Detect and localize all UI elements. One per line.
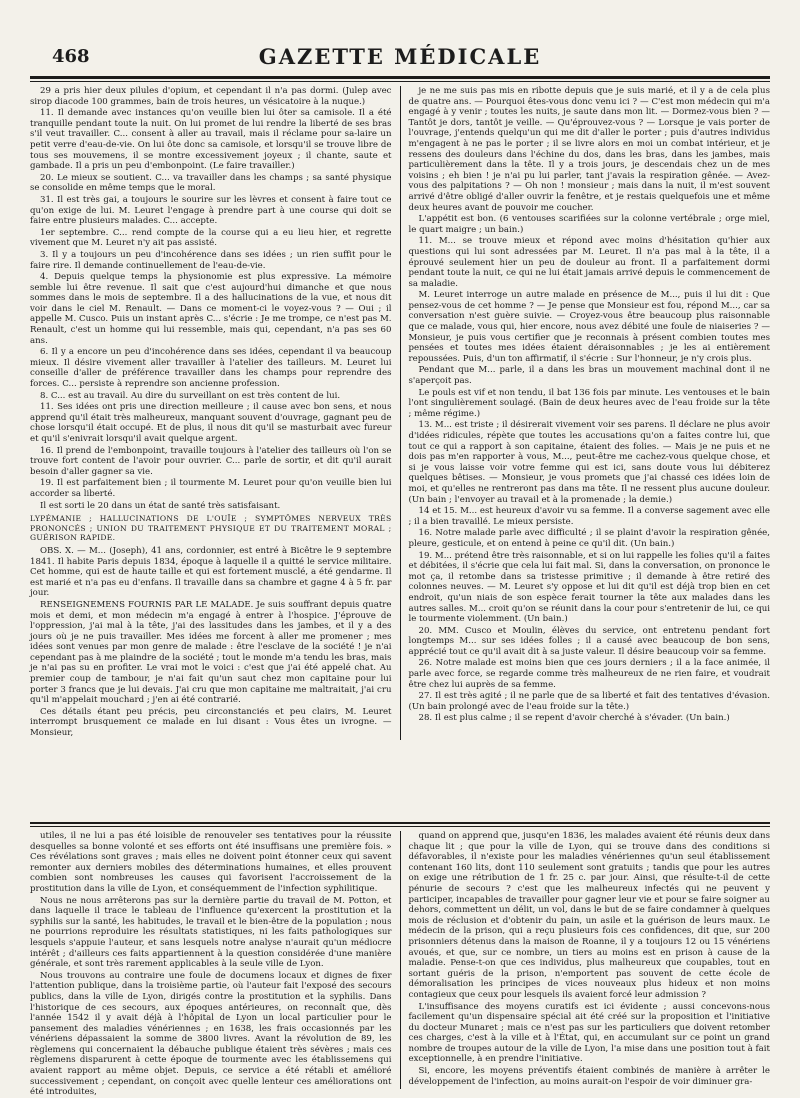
paragraph: Il est sorti le 20 dans un état de santé très satisfaisant. (40, 500, 281, 511)
paragraph: 20. Le mieux se soutient. C... va travailler dans les champs ; sa santé physique se consolide en même temps que le moral. (30, 172, 392, 194)
paragraph: 8. C... est au travail. Au dire du surveillant on est très content de lui. (40, 390, 341, 401)
paragraph: 19. M... prétend être très raisonnable, et si on lui rappelle les folies qu'il a faites et débitées, il s'écrie que cela lui fait mal. Si, dans la conversation, on prononce le mot ça, il retombe dans sa tristesse primitive ; il demande à être retiré des colonnes neuves. — M. Leuret s'y oppose et lui dit qu'il est déjà trop bien en cet endroit, qu'un niais de son espèce ferait tourner la tête aux malades dans les autres salles. M... croit qu'on se réunit dans la cour pour s'entretenir de lui, ce qui le tourmente violemment. (Un bain.) (408, 550, 770, 625)
paragraph: utiles, il ne lui a pas été loisible de renouveler ses tentatives pour la réussite desquelles sa bonne volonté et ses efforts ont été insuffisans une première fois. » Ces révélations sont graves ; mais elles ne doivent point étonner ceux qui savent remonter aux derniers mobiles des déterminations humaines, et elles prouvent combien sont nombreuses les causes qui favorisent l'accroissement de la prostitution dans la ville de Lyon, et conséquemment de l'infection syphilitique. (30, 831, 392, 894)
lower-section (30, 831, 770, 1098)
paragraph: 20. MM. Cusco et Moulin, élèves du service, ont entretenu pendant fort longtemps M... sur ses idées folles ; il a causé avec beaucoup de bon sens, apprécié tout ce qu'il avait dit à sa juste valeur. Il désire beaucoup voir sa femme. (408, 625, 770, 657)
paragraph: M. Leuret interroge un autre malade en présence de M..., puis il lui dit : Que pensez-vous de cet homme ? — Je pense que Monsieur est fou, répond M..., car sa conversation n'est guère suivie. — Croyez-vous être beaucoup plus raisonnable que ce malade, vous qui, hier encore, nous avez débité une foule de niaiseries ? — Monsieur, je puis vous certifier que je reconnais à présent combien toutes mes pensées et toutes mes idées étaient déraisonnables ; je les ai entièrement repoussées. Puis, d'un ton affirmatif, il s'écrie : Sur l'honneur, je n'y crois plus. (408, 290, 770, 364)
paragraph: Nous ne nous arrêterons pas sur la dernière partie du travail de M. Potton, et dans laquelle il trace le tableau de l'influence qu'exercent la prostitution et la syphilis sur la santé, les habitudes, le travail et le bien-être de la population ; nous ne pourrions reproduire les résultats statistiques, ni les faits pathologiques sur lesquels s'appuie l'auteur, et sans lesquels notre analyse n'aurait qu'un médiocre intérêt ; d'ailleurs ces faits appartiennent à la question considérée d'une manière générale, et sont très rarement applicables à la seule ville de Lyon. (30, 895, 392, 970)
paragraph: Ces détails étant peu précis, peu circonstanciés et peu clairs, M. Leuret interrompt brusquement ce malade en lui disant : Vous êtes un ivrogne. — Monsieur, (30, 706, 392, 739)
journal-title: GAZETTE MÉDICALE (258, 44, 542, 69)
paragraph: 31. Il est très gai, a toujours le sourire sur les lèvres et consent à faire tout ce qu'on exige de lui. M. Leuret l'engage à prendre part à une course qui doit se faire entre plusieurs malades. C... accepte. (30, 194, 392, 227)
page-number: 468 (52, 46, 90, 67)
paragraph: L'appétit est bon. (6 ventouses scarifiées sur la colonne vertébrale ; orge miel, le quart maigre ; un bain.) (408, 214, 770, 235)
masthead (30, 38, 770, 72)
paragraph: Si, encore, les moyens préventifs étaient combinés de manière à arrêter le développement de l'infection, au moins aurait-on l'espoir de voir diminuer gra- (408, 1066, 770, 1087)
upper-left-column (30, 86, 401, 740)
paragraph: je ne me suis pas mis en ribotte depuis que je suis marié, et il y a de cela plus de quatre ans. — Pourquoi êtes-vous donc venu ici ? — C'est mon médecin qui m'a engagé à y venir ; toutes les nuits, je saute dans mon lit. — Dormez-vous bien ? — Tantôt je dors, tantôt je veille. — Qu'éprouvez-vous ? — Lorsque je vais porter de l'ouvrage, j'entends quelqu'un qui me dit d'aller le porter ; puis d'autres individus m'engagent à ne pas le porter ; il se livre alors en moi un combat intérieur, et je ressens des douleurs dans l'échine du dos, dans les bras, dans les jambes, mais particulièrement dans la tête. Il y a trois jours, je descendais chez un de mes voisins ; eh bien ! je n'ai pu lui parler, tant j'avais la respiration gênée. — Avez-vous des palpitations ? — Oh non ! monsieur ; mais dans la nuit, il m'est souvent arrivé d'être obligé d'aller ouvrir la fenêtre, et je restais quelquefois une et même deux heures avant de pouvoir me coucher. (408, 86, 770, 213)
paragraph: 28. Il est plus calme ; il se repent d'avoir cherché à s'évader. (Un bain.) (418, 713, 730, 724)
section-divider-thin (30, 826, 770, 827)
paragraph: 11. M... se trouve mieux et répond avec moins d'hésitation qu'hier aux questions qui lui sont adressées par M. Leuret. Il n'a pas mal à la tête, il a éprouvé seulement hier un peu de douleur au front. Il a parfaitement dormi pendant toute la nuit, ce qui ne lui était jamais arrivé depuis le commencement de sa maladie. (408, 236, 770, 289)
paragraph: L'insuffisance des moyens curatifs est ici évidente ; aussi concevons-nous facilement qu'un dispensaire spécial ait été créé sur la proposition et l'initiative du docteur Munaret ; mais ce n'est pas sur les particuliers que doivent retomber ces charges, c'est à la ville et à l'État, qui, en accumulant sur ce point un grand nombre de troupes autour de la ville de Lyon, l'a mise dans une position tout à fait exceptionnelle, à en prendre l'initiative. (408, 1001, 770, 1065)
paragraph: 13. M... est triste ; il désirerait vivement voir ses parens. Il déclare ne plus avoir d'idées ridicules, répète que toutes les accusations qu'on a faites contre lui, que tout ce qui a rapport à son capitaine, étaient des folies. — Mais je ne puis et ne dois pas m'en rapporter à vous, M..., peut-être me cachez-vous quelque chose, et si je vous laisse voir votre femme qui est ici, sans doute vous lui débiterez quelques bêtises. — Monsieur, je vous promets que j'ai chassé ces idées loin de moi, et qu'elles ne rentreront pas dans ma tête. Il ne ressent plus aucune douleur. (Un bain ; l'envoyer au travail et à la promenade ; la demie.) (408, 420, 770, 505)
paragraph: 1er septembre. C... rend compte de la course qui a eu lieu hier, et regrette vivement que M. Leuret n'y ait pas assisté. (30, 227, 392, 249)
paragraph: 4. Depuis quelque temps la physionomie est plus expressive. La mémoire semble lui être revenue. Il sait que c'est aujourd'hui dimanche et que nous sommes dans le mois de septembre. Il a des hallucinations de la vue, et nous dit voir dans le ciel M. Renault. — Dans ce moment-ci le voyez-vous ? — Oui ; il appelle M. Cusco. Puis un instant après C... s'écrie : Je me trompe, ce n'est pas M. Renault, c'est un homme qui lui ressemble, mais qui, cependant, n'a pas ses 60 ans. (30, 272, 392, 346)
paragraph: 19. Il est parfaitement bien ; il tourmente M. Leuret pour qu'on veuille bien lui accorder sa liberté. (30, 478, 392, 499)
paragraph: 26. Notre malade est moins bien que ces jours derniers ; il a la face animée, il parle avec force, se regarde comme très malheureux de ne rien faire, et voudrait être chez lui auprès de sa femme. (408, 658, 770, 690)
paragraph: 16. Il prend de l'embonpoint, travaille toujours à l'atelier des tailleurs où l'on se trouve fort content de l'avoir pour ouvrier. C... parle de sortir, et dit qu'il aurait besoin d'aller gagner sa vie. (30, 445, 392, 477)
newspaper-page (30, 38, 770, 1098)
paragraph: RENSEIGNEMENS FOURNIS PAR LE MALADE. Je suis souffrant depuis quatre mois et demi, et mon médecin m'a engagé à entrer à l'hospice. J'éprouve de l'oppression, j'ai mal à la tête, j'ai des lassitudes dans les jambes, et il y a des jours où je ne puis travailler. Mes idées me forcent à aller me promener ; mes idées sont venues par mon genre de malade : être l'esclave de la société ! je n'ai cependant pas à me plaindre de la société ; tout le monde m'a tendu les bras, mais je n'ai pas su en profiter. Le vrai mot le voici : c'est que j'ai été appelé chat. Au premier coup de tambour, je n'ai fait qu'un saut chez mon capitaine pour lui porter 3 francs que je lui devais. J'ai cru que mon capitaine me maltraitait, j'ai cru qu'il m'appelait mouchard ; j'en ai été contrarié. (30, 599, 392, 706)
paragraph: Nous trouvons au contraire une foule de documens locaux et dignes de fixer l'attention publique, dans la troisième partie, où l'auteur fait l'exposé des secours publics, dans la ville de Lyon, dirigés contre la prostitution et la syphilis. Dans l'historique de ces secours, aux époques antérieures, on reconnaît que, dès l'année 1542 il y avait déjà à l'hôpital de Lyon un local particulier pour le pansement des maladies vénériennes ; en 1638, les frais occasionnés par les vénériens dépassaient la somme de 3800 livres. Avant la révolution de 89, les règlemens qui concernaient la débauche publique étaient très sévères ; mais ces règlemens disparurent à cette époque de tourmente avec les établissemens qui avaient rapport au même objet. Depuis, ce service a été rétabli et amélioré successivement ; cependant, on conçoit avec quelle lenteur ces améliorations ont été introduites, (30, 970, 392, 1098)
paragraph: 14 et 15. M... est heureux d'avoir vu sa femme. Il a converse sagement avec elle ; il a bien travaillé. Le mieux persiste. (408, 506, 770, 527)
upper-right-column (401, 86, 771, 740)
paragraph: 27. Il est très agité ; il ne parle que de sa liberté et fait des tentatives d'évasion. (Un bain prolongé avec de l'eau froide sur la tête.) (408, 691, 770, 712)
paragraph: 3. Il y a toujours un peu d'incohérence dans ses idées ; un rien suffit pour le faire rire. Il demande continuellement de l'eau-de-vie. (30, 249, 392, 271)
paragraph: Le pouls est vif et non tendu, il bat 136 fois par minute. Les ventouses et le bain l'ont singulièrement soulagé. (Bain de deux heures avec de l'eau froide sur la tête ; même régime.) (408, 387, 770, 419)
lower-left-column (30, 831, 401, 1098)
paragraph: Pendant que M... parle, il a dans les bras un mouvement machinal dont il ne s'aperçoit pas. (408, 365, 770, 387)
paragraph: 11. Ses idées ont pris une direction meilleure ; il cause avec bon sens, et nous apprend qu'il était très malheureux, manquant souvent d'ouvrage, gagnant peu de chose lorsqu'il était occupé. Et de plus, il nous dit qu'il se masturbait avec fureur et qu'il s'enivrait lorsqu'il avait quelque argent. (30, 402, 392, 444)
lower-right-column (401, 831, 771, 1089)
paragraph: 6. Il y a encore un peu d'incohérence dans ses idées, cependant il va beaucoup mieux. Il désire vivement aller travailler à l'atelier des tailleurs. M. Leuret lui conseille d'aller de préférence travailler dans les champs pour reprendre des forces. C... persiste à reprendre son ancienne profession. (30, 347, 392, 390)
paragraph: 29 a pris hier deux pilules d'opium, et cependant il n'a pas dormi. (Julep avec sirop diacode 100 grammes, bain de trois heures, un vésicatoire à la nuque.) (30, 86, 392, 107)
section-heading: LYPÉMANIE ; HALLUCINATIONS DE L'OUÏE ; SYMPTÔMES NERVEUX TRÈS PRONONCÉS ; UNION DU TRAITEMENT PHYSIQUE ET DU TRAITEMENT MORAL ; GUÉRISON RAPIDE. (30, 514, 392, 543)
paragraph: OBS. X. — M... (Joseph), 41 ans, cordonnier, est entré à Bicêtre le 9 septembre 1841. Il habite Paris depuis 1834, époque à laquelle il a quitté le service militaire. Cet homme, qui est de haute taille et qui est fortement musclé, a été gendarme. Il est marié et n'a pas eu d'enfans. Il travaille dans sa chambre et gagne 4 à 5 fr. par jour. (30, 545, 392, 599)
section-divider (30, 822, 770, 824)
header-rule-thin (30, 81, 770, 82)
header-rule (30, 76, 770, 79)
paragraph: quand on apprend que, jusqu'en 1836, les malades avaient été réunis deux dans chaque lit ; que pour la ville de Lyon, qui se trouve dans des conditions si défavorables, il n'existe pour les maladies vénériennes qu'un seul établissement contenant 160 lits, dont 110 seulement sont gratuits ; tandis que pour les autres on exige une rétribution de 1 fr. 25 c. par jour. Ainsi, que résulte-t-il de cette pénurie de secours ? c'est que les malheureux infectés qui ne peuvent y participer, incapables de travailler pour gagner leur vie et pour se faire soigner au dehors, commettent un délit, un vol, dans le but de se faire condamner à quelques mois de réclusion et d'obtenir du pain, un asile et la guérison de leurs maux. Le médecin de la prison, qui a reçu plusieurs fois ces confidences, dit que, sur 200 prisonniers détenus dans la maison de Roanne, il y a toujours 12 ou 15 vénériens avoués, et que, sur ce nombre, un tiers au moins est en prison à cause de la maladie. Pense-t-on que ces individus, plus malheureux que coupables, tout en sortant guéris de la prison, n'emportent pas souvent de cette école de démoralisation les principes de vices nouveaux plus hideux et non moins contagieux que ceux pour lesquels ils avaient forcé leur admission ? (408, 831, 770, 1000)
paragraph: 11. Il demande avec instances qu'on veuille bien lui ôter sa camisole. Il a été tranquille pendant toute la nuit. On lui promet de lui rendre la liberté de ses bras s'il veut travailler. C... consent à aller au travail, mais il réclame pour sa-laire un petit verre d'eau-de-vie. On lui ôte donc sa camisole, et lorsqu'il se trouve libre de tous ses mouvemens, il se montre excessivement joyeux ; il chante, saute et gambade. Il a pris un peu d'embonpoint. (Le faire travailler.) (30, 108, 392, 172)
paragraph: 16. Notre malade parle avec difficulté ; il se plaint d'avoir la respiration gênée, pleure, gesticule, et on entend à peine ce qu'il dit. (Un bain.) (408, 528, 770, 549)
upper-section (30, 86, 770, 818)
